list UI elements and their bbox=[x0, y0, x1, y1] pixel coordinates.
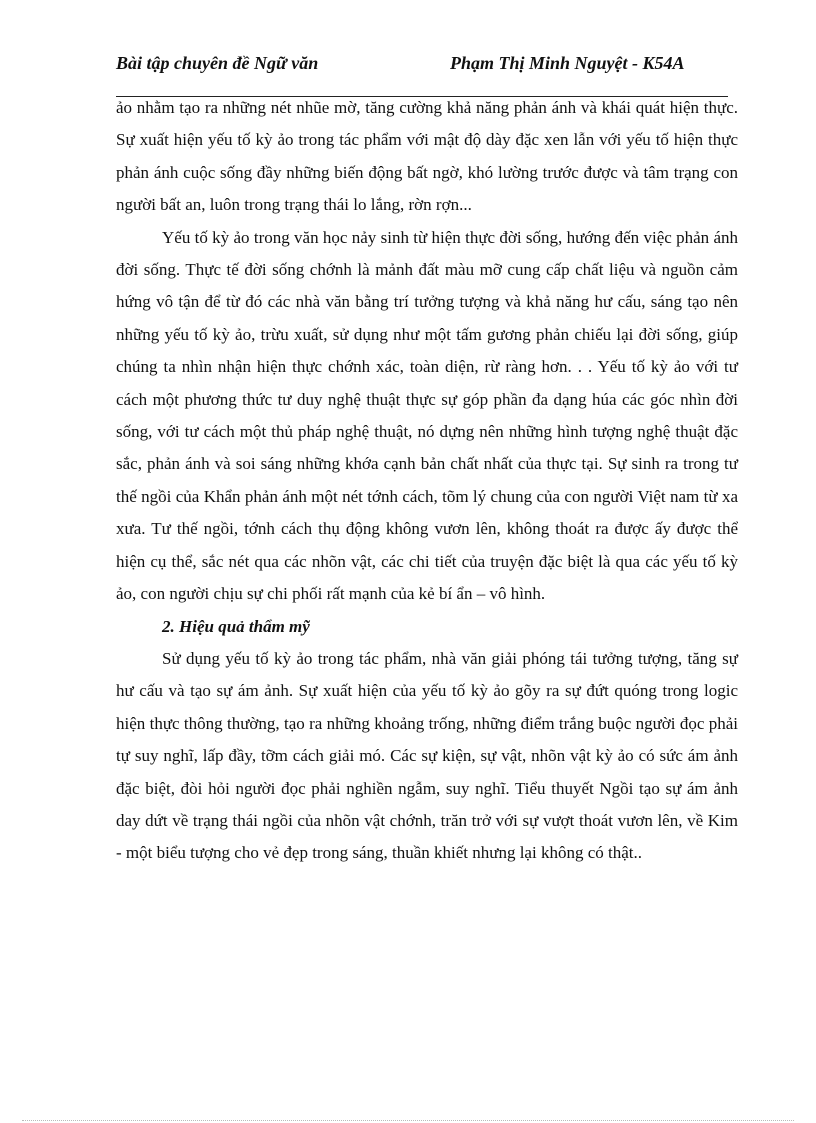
paragraph: Yếu tố kỳ ảo trong văn học nảy sinh từ hiện thực đời sống, hướng đến việc phản ánh đời sống. Thực tế đời sống chớnh là mảnh đất màu mỡ cung cấp chất liệu và nguồn cảm hứng vô tận để từ đó các nhà văn bằng trí tưởng tượng và khả năng hư cấu, sáng tạo nên những yếu tố kỳ ảo, trừu xuất, sử dụng như một tấm gương phản chiếu lại đời sống, giúp chúng ta nhìn nhận hiện thực chớnh xác, toàn diện, rừ ràng hơn. . . Yếu tố kỳ ảo với tư cách một phương thức tư duy nghệ thuật thực sự góp phần đa dạng húa các góc nhìn đời sống, với tư cách một thủ pháp nghệ thuật, nó dựng nên những hình tượng nghệ thuật đặc sắc, phản ánh và soi sáng những khớa cạnh bản chất nhất của thực tại. Sự sinh ra trong tư thế ngồi của Khẩn phản ánh một nét tớnh cách, tõm lý chung của con người Việt nam từ xa xưa. Tư thế ngồi, tớnh cách thụ động không vươn lên, không thoát ra được ấy được thể hiện cụ thể, sắc nét qua các nhõn vật, các chi tiết của truyện đặc biệt là qua các yếu tố kỳ ảo, con người chịu sự chi phối rất mạnh của kẻ bí ẩn – vô hình. bbox=[116, 227, 738, 604]
paragraph-continued: ảo nhằm tạo ra những nét nhũe mờ, tăng cường khả năng phản ánh và khái quát hiện thực. Sự xuất hiện yếu tố kỳ ảo trong tác phẩm với mật độ dày đặc xen lẫn với yếu tố hiện thực phản ánh cuộc sống đầy những biến động bất ngờ, khó lường trước được và tâm trạng con người bất an, luôn trong trạng thái lo lắng, rờn rợn... bbox=[116, 98, 738, 215]
page-bottom-edge bbox=[22, 1120, 794, 1121]
document-body bbox=[116, 92, 738, 870]
page-header bbox=[116, 48, 728, 97]
header-course-title: Bài tập chuyên đề Ngữ văn bbox=[116, 53, 319, 73]
section-heading: 2. Hiệu quả thẩm mỹ bbox=[162, 616, 310, 636]
paragraph: Sử dụng yếu tố kỳ ảo trong tác phẩm, nhà văn giải phóng tái tưởng tượng, tăng sự hư cấu và tạo sự ám ảnh. Sự xuất hiện của yếu tố kỳ ảo gõy ra sự đứt quóng trong logic hiện thực thông thường, tạo ra những khoảng trống, những điểm trắng buộc người đọc phải tự suy nghĩ, lấp đầy, tỡm cách giải mó. Các sự kiện, sự vật, nhõn vật kỳ ảo có sức ám ảnh đặc biệt, đòi hỏi người đọc phải nghiền ngẫm, suy nghĩ. Tiểu thuyết Ngồi tạo sự ám ảnh day dứt về trạng thái ngồi của nhõn vật chớnh, trăn trở với sự vượt thoát vươn lên, về Kim - một biểu tượng cho vẻ đẹp trong sáng, thuần khiết nhưng lại không có thật.. bbox=[116, 648, 738, 863]
header-author: Phạm Thị Minh Nguyệt - K54A bbox=[450, 53, 685, 73]
